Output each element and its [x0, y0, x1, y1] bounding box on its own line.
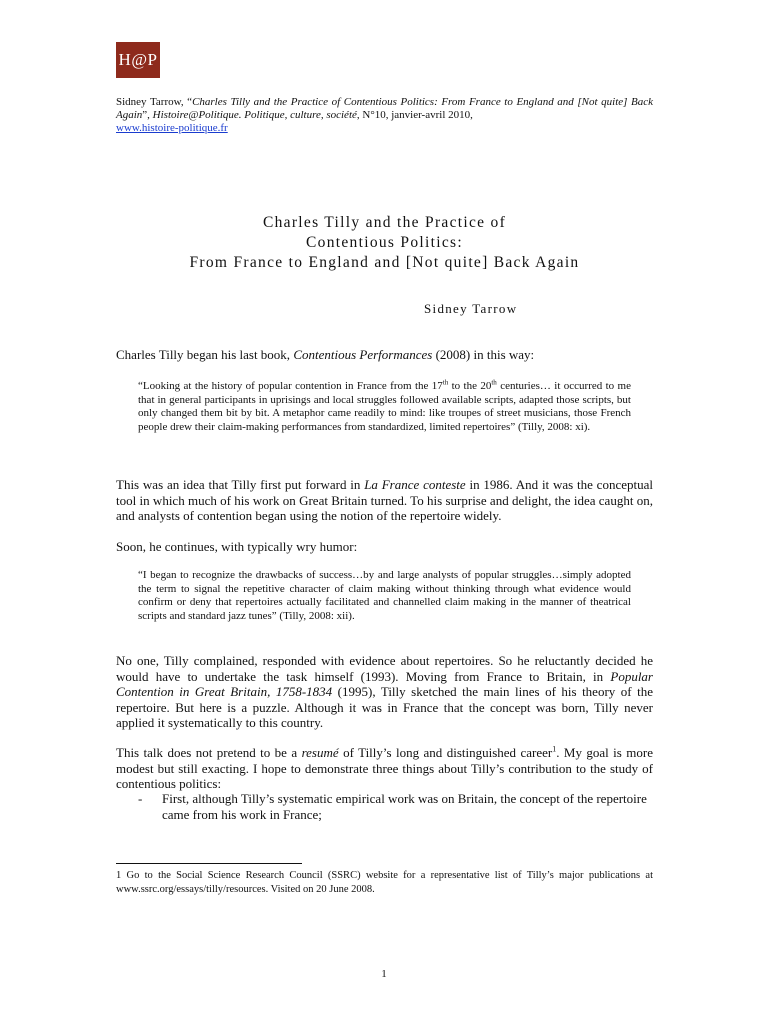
- para5-after: . My goal is more modest but still exacting. I hope to demonstrate three things about Tilly’s contribution to the study of contentious politics:: [116, 745, 653, 791]
- para5-mid: of Tilly’s long and distinguished career: [338, 745, 553, 760]
- para5-before: This talk does not pretend to be a: [116, 745, 302, 760]
- para5-term: resumé: [301, 745, 339, 760]
- paragraph-2: [116, 477, 653, 524]
- citation-separator: ”,: [142, 109, 153, 121]
- citation-url-link[interactable]: www.histoire-politique.fr: [116, 122, 228, 134]
- para2-before: This was an idea that Tilly first put forward in: [116, 477, 365, 492]
- footnote-divider: [116, 863, 302, 864]
- para4-book-title: Popular Contention in Great Britain, 1758-1834: [116, 668, 653, 699]
- quote1-sup2: th: [491, 378, 497, 387]
- title-line-1: Charles Tilly and the Practice of: [262, 214, 507, 231]
- para4-after: (1995), Tilly sketched the main lines of his theory of the repertoire. But here is a puzzle. Although it was in France that the concept was born, Tilly never applied it systematically to this country.: [116, 684, 653, 730]
- block-quote-1: [138, 380, 631, 434]
- para4-before: No one, Tilly complained, responded with evidence about repertoires. So he reluctantly decided he would have to undertake the task himself (1993). Moving from France to Britain, in: [116, 653, 653, 684]
- title-line-2: Contentious Politics:: [306, 234, 463, 251]
- page-number: 1: [381, 968, 387, 980]
- quote1-part1: “Looking at the history of popular contention in France from the 17: [138, 380, 443, 392]
- para2-book-title: La France conteste: [364, 477, 466, 492]
- citation-issue: , N°10, janvier-avril 2010,: [356, 109, 473, 121]
- quote1-part2: to the 20: [448, 380, 492, 392]
- title-line-3: From France to England and [Not quite] Back Again: [189, 254, 580, 271]
- bullet-text: First, although Tilly’s systematic empirical work was on Britain, the concept of the repertoire came from his work in France;: [162, 791, 647, 822]
- intro-paragraph: [116, 347, 653, 363]
- citation-journal: Histoire@Politique. Politique, culture, société: [152, 109, 357, 121]
- intro-book-title: Contentious Performances: [293, 347, 433, 362]
- site-logo: H@P: [116, 42, 160, 78]
- bullet-dash: -: [138, 791, 143, 806]
- paragraph-3: Soon, he continues, with typically wry humor:: [116, 539, 358, 554]
- block-quote-2: “I began to recognize the drawbacks of success…by and large analysts of popular struggles…simply adopted the term to signal the repetitive character of claim making without thinking through what evidence would confirm or deny that repertoires actually facilitated and channelled claim making in the manner of theatrical scripts and standard jazz tunes” (Tilly, 2008: xii).: [138, 569, 631, 622]
- citation-article-title: Charles Tilly and the Practice of Contentious Politics: From France to England and [Not quite] Back Again: [116, 96, 654, 121]
- quote1-part3: centuries… it occurred to me that in general participants in uprisings and local struggles followed available scripts, adapted those scripts, but only changed them bit by bit. A metaphor came readily to mind: like troupes of street musicians, those French people drew their claim-making performances from standardized, limited repertoires” (Tilly, 2008: xi).: [138, 380, 631, 433]
- footnote-reference[interactable]: 1: [552, 744, 557, 754]
- article-title: [116, 213, 653, 273]
- paragraph-4: [116, 653, 653, 731]
- citation-author: Sidney Tarrow, “: [116, 96, 193, 108]
- citation: [116, 96, 653, 135]
- intro-after: (2008) in this way:: [432, 347, 535, 362]
- quote1-sup1: th: [442, 378, 449, 387]
- article-author: Sidney Tarrow: [424, 301, 518, 316]
- para2-after: in 1986. And it was the conceptual tool in which much of his work on Great Britain turned. To his surprise and delight, the idea caught on, and analysts of contention began using the notion of the repertoire widely.: [116, 477, 653, 523]
- paragraph-5: [116, 745, 653, 792]
- footnote-1: 1 Go to the Social Science Research Council (SSRC) website for a representative list of Tilly’s major publications at www.ssrc.org/essays/tilly/resources. Visited on 20 June 2008.: [116, 870, 653, 895]
- intro-before: Charles Tilly began his last book,: [116, 347, 294, 362]
